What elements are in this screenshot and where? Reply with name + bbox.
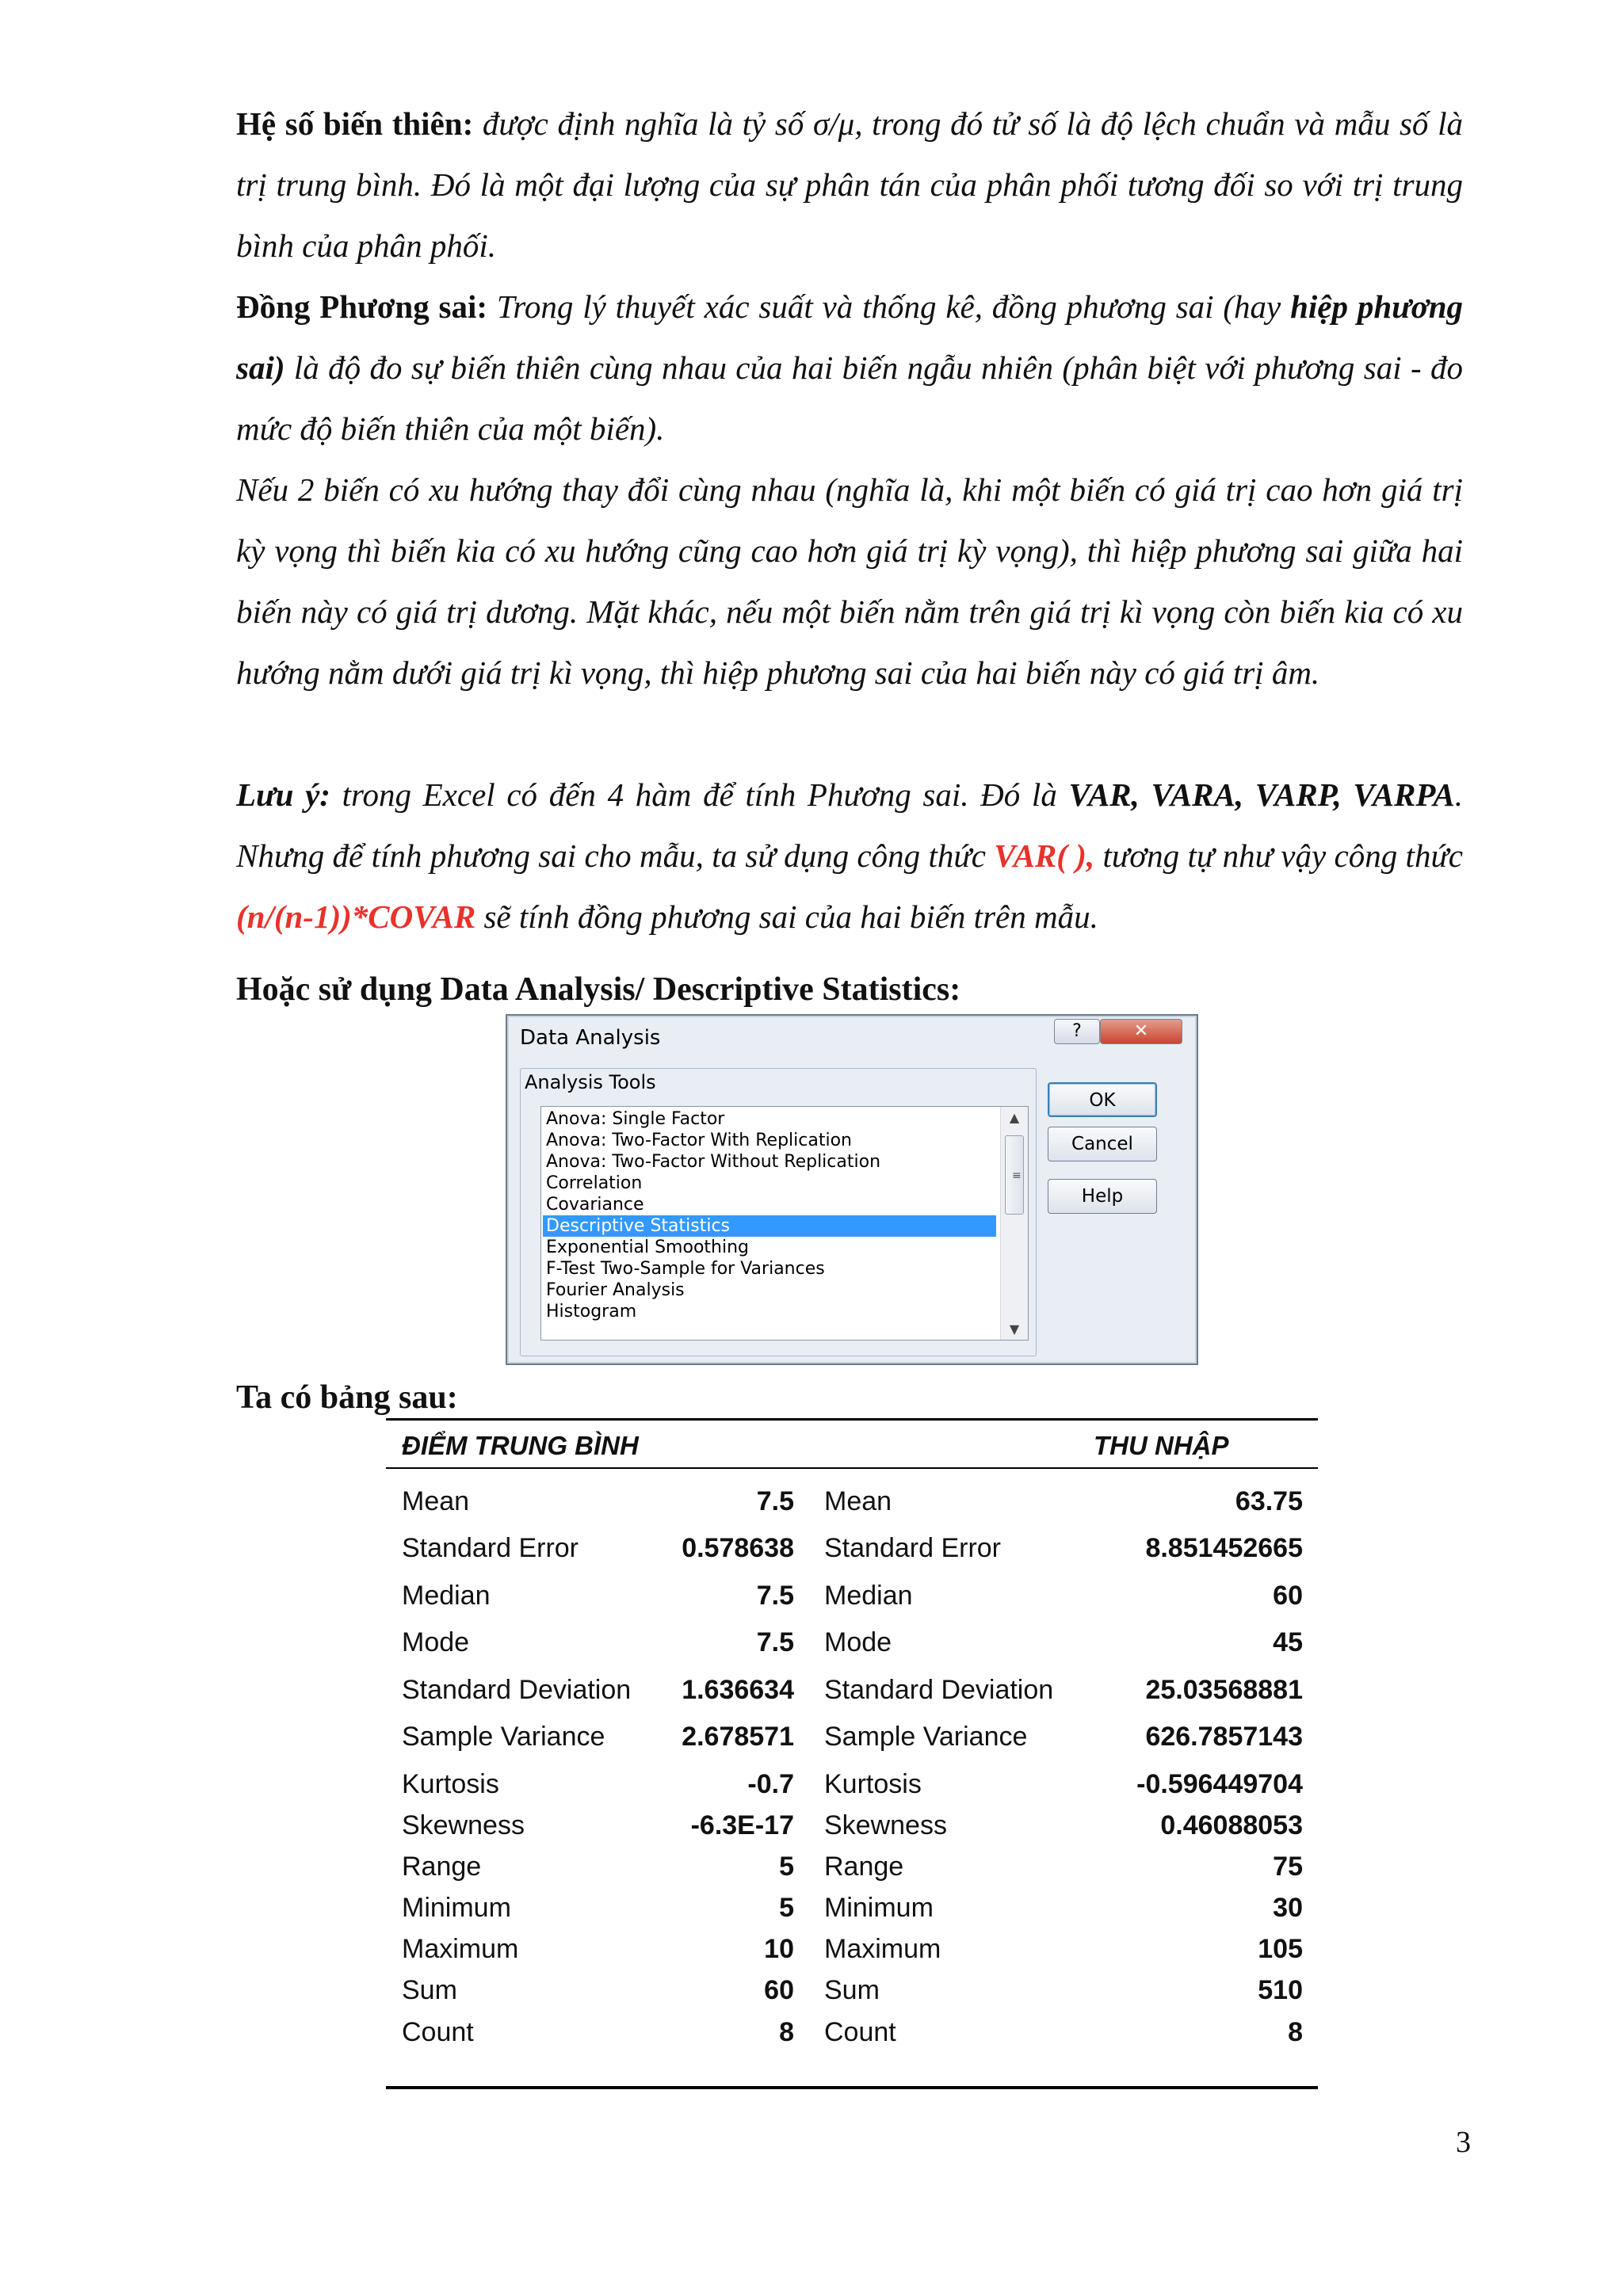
stat-label: Median	[402, 1581, 491, 1611]
list-item[interactable]: Fourier Analysis	[546, 1280, 685, 1300]
list-item-selected[interactable]: Descriptive Statistics	[543, 1215, 996, 1237]
list-item[interactable]: F-Test Two-Sample for Variances	[546, 1259, 825, 1279]
excel-function-list: VAR, VARA, VARP, VARPA	[1068, 776, 1455, 813]
stat-value: 7.5	[756, 1486, 794, 1516]
note-text: sẽ tính đồng phương sai của hai biến trên mẫu.	[475, 898, 1098, 935]
note-label: Lưu ý:	[236, 776, 330, 813]
cancel-button[interactable]: Cancel	[1048, 1127, 1157, 1161]
stat-label: Mode	[402, 1627, 470, 1657]
stat-label: Mean	[402, 1486, 470, 1516]
stat-value: 2.678571	[682, 1722, 794, 1752]
stat-value: 0.578638	[682, 1533, 794, 1563]
stat-label: Minimum	[402, 1893, 511, 1923]
stat-label: Standard Deviation	[824, 1675, 1054, 1705]
list-item[interactable]: Anova: Two-Factor Without Replication	[546, 1152, 881, 1172]
header-rule	[386, 1467, 1318, 1469]
list-item[interactable]: Covariance	[546, 1195, 644, 1215]
stat-value: 75	[1273, 1852, 1303, 1882]
note-text: tương tự như vậy công thức	[1094, 837, 1463, 874]
stat-label: Sample Variance	[824, 1722, 1028, 1752]
stat-value: 0.46088053	[1160, 1810, 1303, 1840]
definition-text: Trong lý thuyết xác suất và thống kê, đồng phương sai (hay	[487, 288, 1291, 325]
stat-value: 8.851452665	[1145, 1533, 1303, 1563]
paragraph-coefficient-of-variation	[236, 93, 1463, 277]
stat-label: Standard Deviation	[402, 1675, 632, 1705]
dialog-title: Data Analysis	[520, 1026, 661, 1050]
term-coefficient-of-variation: Hệ số biến thiên:	[236, 105, 474, 142]
heading-data-analysis: Hoặc sử dụng Data Analysis/ Descriptive Statistics:	[236, 971, 961, 1008]
list-item[interactable]: Anova: Two-Factor With Replication	[546, 1131, 852, 1150]
stat-value: 626.7857143	[1145, 1722, 1303, 1752]
list-item[interactable]: Correlation	[546, 1173, 643, 1193]
paragraph-covariance	[236, 277, 1463, 460]
stat-value: 45	[1273, 1627, 1303, 1657]
data-analysis-dialog	[506, 1014, 1198, 1365]
stat-label: Sum	[402, 1975, 457, 2005]
stat-value: -0.7	[747, 1769, 794, 1799]
ok-button[interactable]: OK	[1048, 1082, 1157, 1117]
stat-value: 60	[1273, 1581, 1303, 1611]
close-icon[interactable]: ✕	[1100, 1019, 1182, 1044]
stat-value: -0.596449704	[1136, 1769, 1303, 1799]
stat-label: Standard Error	[824, 1533, 1001, 1563]
stat-value: 7.5	[756, 1627, 794, 1657]
scroll-down-icon[interactable]: ▼	[1009, 1322, 1020, 1337]
analysis-tools-list[interactable]	[540, 1106, 1029, 1341]
stat-label: Maximum	[402, 1934, 519, 1964]
stat-label: Mean	[824, 1486, 892, 1516]
stat-label: Range	[824, 1852, 904, 1882]
note-text: trong Excel có đến 4 hàm để tính Phương sai. Đó là	[330, 776, 1069, 813]
stat-label: Kurtosis	[824, 1769, 922, 1799]
stat-label: Sum	[824, 1975, 880, 2005]
stat-value: 5	[779, 1893, 794, 1923]
stat-label: Sample Variance	[402, 1722, 605, 1752]
analysis-tools-label: Analysis Tools	[525, 1071, 656, 1093]
stat-value: 1.636634	[682, 1675, 794, 1705]
list-item[interactable]: Exponential Smoothing	[546, 1238, 749, 1257]
header-diem-trung-binh: ĐIỂM TRUNG BÌNH	[402, 1431, 639, 1460]
note-text: . Nhưng để tính phương sai cho mẫu, ta sử dụng công thức	[236, 776, 1463, 874]
stat-label: Skewness	[824, 1810, 947, 1840]
stat-value: 10	[764, 1934, 794, 1964]
header-thu-nhap: THU NHẬP	[1094, 1431, 1229, 1460]
var-formula: VAR( ),	[994, 837, 1095, 874]
explanation-text: Nếu 2 biến có xu hướng thay đổi cùng nhau (nghĩa là, khi một biến có giá trị cao hơn giá trị kỳ vọng thì biến kia có xu hướng cũng cao hơn giá trị kỳ vọng), thì hiệp phương sai giữa hai biến này có giá trị dương. Mặt khác, nếu một biến nằm trên giá trị kì vọng còn biến kia có xu hướng nằm dưới giá trị kì vọng, thì hiệp phương sai của hai biến này có giá trị âm.	[236, 471, 1463, 691]
stat-value: 25.03568881	[1145, 1675, 1303, 1705]
scroll-thumb[interactable]	[1005, 1135, 1024, 1215]
stat-label: Mode	[824, 1627, 892, 1657]
descriptive-statistics-table	[386, 1418, 1318, 2092]
stat-label: Median	[824, 1581, 913, 1611]
grip-icon: ≡	[1012, 1169, 1022, 1182]
list-item[interactable]: Histogram	[546, 1302, 637, 1322]
stat-value: 30	[1273, 1893, 1303, 1923]
stat-label: Standard Error	[402, 1533, 579, 1563]
term-covariance: Đồng Phương sai:	[236, 288, 488, 325]
stat-label: Count	[824, 2017, 896, 2047]
list-item[interactable]: Anova: Single Factor	[546, 1109, 725, 1129]
help-icon[interactable]: ?	[1054, 1019, 1100, 1044]
covar-formula: (n/(n-1))*COVAR	[236, 898, 476, 935]
table-bottom-rule	[386, 2086, 1318, 2089]
stat-label: Kurtosis	[402, 1769, 499, 1799]
definition-text: được định nghĩa là tỷ số σ/μ, trong đó tử số là độ lệch chuẩn và mẫu số là trị trung bình. Đó là một đại lượng của sự phân tán của phân phối tương đối so với trị trung bình của phân phối.	[236, 105, 1463, 264]
table-top-rule	[386, 1418, 1318, 1421]
stat-label: Range	[402, 1852, 482, 1882]
stat-value: 105	[1258, 1934, 1303, 1964]
stat-value: 63.75	[1235, 1486, 1303, 1516]
stat-value: 8	[1288, 2017, 1303, 2047]
stat-label: Count	[402, 2017, 474, 2047]
stat-value: 5	[779, 1852, 794, 1882]
stat-value: -6.3E-17	[690, 1810, 794, 1840]
stat-value: 60	[764, 1975, 794, 2005]
definition-text: là độ đo sự biến thiên cùng nhau của hai biến ngẫu nhiên (phân biệt với phương sai - đo mức độ biến thiên của một biến).	[236, 349, 1463, 447]
list-scrollbar[interactable]	[1000, 1107, 1028, 1340]
stat-label: Skewness	[402, 1810, 525, 1840]
scroll-up-icon[interactable]: ▲	[1009, 1110, 1020, 1125]
page-number: 3	[1456, 2126, 1471, 2159]
term-hiep-phuong-sai: hiệp phương sai)	[236, 288, 1463, 386]
stat-value: 7.5	[756, 1581, 794, 1611]
heading-table: Ta có bảng sau:	[236, 1379, 458, 1416]
dialog-titlebar	[507, 1016, 1197, 1055]
stat-value: 510	[1258, 1975, 1303, 2005]
stat-value: 8	[779, 2017, 794, 2047]
stat-label: Minimum	[824, 1893, 934, 1923]
stat-label: Maximum	[824, 1934, 941, 1964]
help-button[interactable]: Help	[1048, 1179, 1157, 1214]
paragraph-excel-note	[236, 765, 1463, 948]
paragraph-covariance-sign	[236, 460, 1463, 704]
